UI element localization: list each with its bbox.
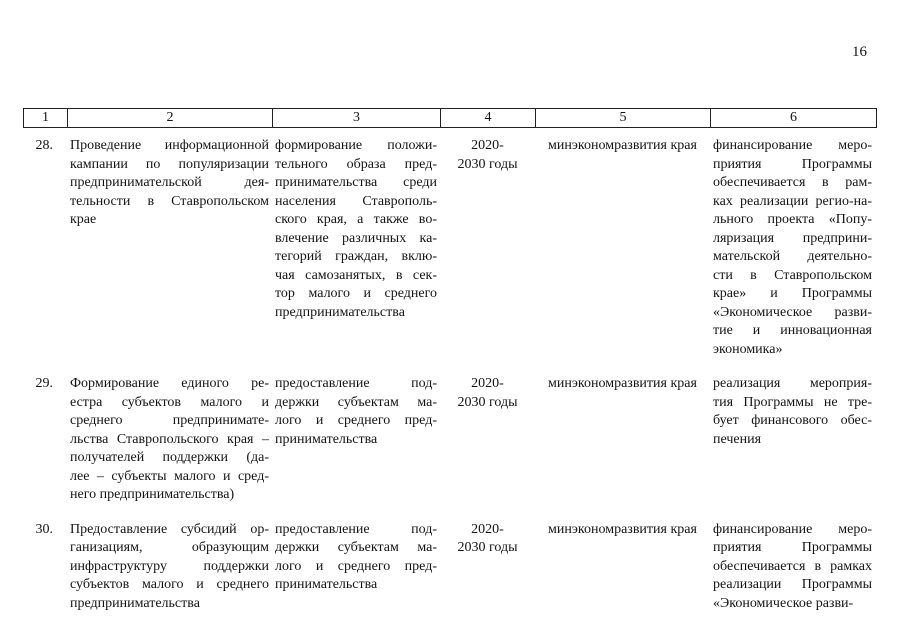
- cell-line: сти в Ставропольском: [713, 267, 872, 283]
- cell-line: финансирование меро-: [713, 138, 872, 153]
- cell-line: 2020-: [471, 376, 504, 391]
- cell-line: него предпринимательства): [70, 487, 235, 502]
- cell-line: держки субъектам ма-: [275, 394, 437, 410]
- cell-line: тор малого и среднего: [275, 286, 437, 301]
- cell-line: формирование положи-: [275, 138, 437, 153]
- table-header: [23, 108, 877, 128]
- cell-line: бует финансового обес-: [713, 413, 872, 428]
- cell-line: влечение различных ка-: [275, 230, 437, 246]
- cell-line: печения: [713, 431, 762, 447]
- cell-line: лого и среднего пред-: [275, 413, 437, 428]
- cell-line: чая самозанятых, в сек-: [275, 267, 437, 283]
- measure-period: [440, 137, 535, 359]
- cell-line: принимательства среди: [275, 175, 437, 190]
- header-col-2: 2: [68, 109, 273, 127]
- cell-line: среднего предпринимате-: [70, 413, 269, 428]
- cell-line: «Экономическое разви-: [713, 304, 872, 320]
- cell-line: населения Ставрополь-: [275, 193, 437, 209]
- table-row: [23, 137, 875, 359]
- cell-line: субъектов малого и среднего: [70, 577, 269, 592]
- header-col-3: 3: [273, 109, 441, 127]
- cell-line: минэкономразвития края: [548, 376, 697, 391]
- cell-line: предоставление под-: [275, 376, 437, 391]
- cell-line: ляризация предприни-: [713, 230, 872, 246]
- measure-result: [272, 375, 440, 505]
- cell-line: кампании по популяризации: [70, 156, 269, 172]
- cell-line: принимательства: [275, 431, 378, 447]
- cell-line: 2020-: [471, 138, 504, 153]
- header-col-5: 5: [536, 109, 711, 127]
- cell-line: 2030 годы: [457, 156, 518, 172]
- cell-line: принимательства: [275, 577, 378, 592]
- cell-line: Формирование единого ре-: [70, 376, 269, 391]
- measure-name: [67, 375, 272, 505]
- cell-line: «Экономическое разви-: [713, 595, 854, 611]
- cell-line: минэкономразвития края: [548, 521, 697, 537]
- cell-line: тельности в Ставропольском: [70, 193, 269, 209]
- cell-line: экономика»: [713, 341, 783, 357]
- cell-line: предпринимательства: [275, 304, 405, 320]
- table-row: [23, 521, 875, 614]
- cell-line: инфраструктуру поддержки: [70, 558, 269, 574]
- cell-line: обеспечивается в рамках: [713, 558, 872, 574]
- row-number: 29.: [35, 376, 53, 391]
- cell-line: крае: [70, 212, 97, 227]
- cell-line: приятия Программы: [713, 540, 872, 555]
- cell-line: 2030 годы: [457, 394, 518, 410]
- measure-result: [272, 521, 440, 614]
- cell-line: предпринимательства: [70, 595, 200, 611]
- cell-line: лее – субъекты малого и сред-: [70, 468, 269, 484]
- cell-line: 2020-: [471, 521, 504, 537]
- cell-line: приятия Программы: [713, 156, 872, 172]
- cell-line: ского края, а также во-: [275, 212, 437, 227]
- measure-executor: [535, 521, 710, 614]
- row-number: 28.: [35, 138, 53, 153]
- cell-line: тельного образа пред-: [275, 156, 437, 172]
- measure-name: [67, 137, 272, 359]
- cell-line: лого и среднего пред-: [275, 558, 437, 574]
- cell-line: тегорий граждан, вклю-: [275, 249, 437, 264]
- cell-line: получателей поддержки (да-: [70, 450, 269, 465]
- measure-name: [67, 521, 272, 614]
- cell-line: естра субъектов малого и: [70, 394, 269, 410]
- cell-line: Предоставление субсидий ор-: [70, 521, 269, 537]
- cell-line: 2030 годы: [457, 540, 518, 555]
- cell-line: льства Ставропольского края –: [70, 431, 269, 447]
- header-col-4: 4: [441, 109, 536, 127]
- cell-line: мательской деятельно-: [713, 249, 872, 264]
- cell-line: ках реализации регио-на-: [713, 193, 872, 209]
- measure-result: [272, 137, 440, 359]
- table-row: [23, 375, 875, 505]
- header-col-6: 6: [790, 110, 797, 125]
- cell-line: предпринимательской дея-: [70, 175, 269, 190]
- measure-executor: [535, 137, 710, 359]
- table-body: [23, 137, 875, 613]
- cell-line: тия Программы не тре-: [713, 394, 872, 410]
- cell-line: реализации Программы: [713, 577, 872, 592]
- cell-line: крае» и Программы: [713, 286, 872, 301]
- measure-financing: [710, 137, 875, 359]
- row-number: 30.: [35, 521, 53, 537]
- measure-period: [440, 521, 535, 614]
- cell-line: финансирование меро-: [713, 521, 872, 537]
- cell-line: предоставление под-: [275, 521, 437, 537]
- page-number: 16: [852, 44, 867, 60]
- measure-period: [440, 375, 535, 505]
- cell-line: минэкономразвития края: [548, 138, 697, 153]
- measure-financing: [710, 375, 875, 505]
- cell-line: Проведение информационной: [70, 138, 269, 153]
- cell-line: обеспечивается в рам-: [713, 175, 872, 190]
- measure-executor: [535, 375, 710, 505]
- header-col-1: 1: [24, 109, 68, 127]
- cell-line: ганизациям, образующим: [70, 540, 269, 555]
- cell-line: льного проекта «Попу-: [713, 212, 872, 227]
- cell-line: держки субъектам ма-: [275, 540, 437, 555]
- cell-line: тие и инновационная: [713, 323, 872, 338]
- measure-financing: [710, 521, 875, 614]
- cell-line: реализация мероприя-: [713, 376, 872, 391]
